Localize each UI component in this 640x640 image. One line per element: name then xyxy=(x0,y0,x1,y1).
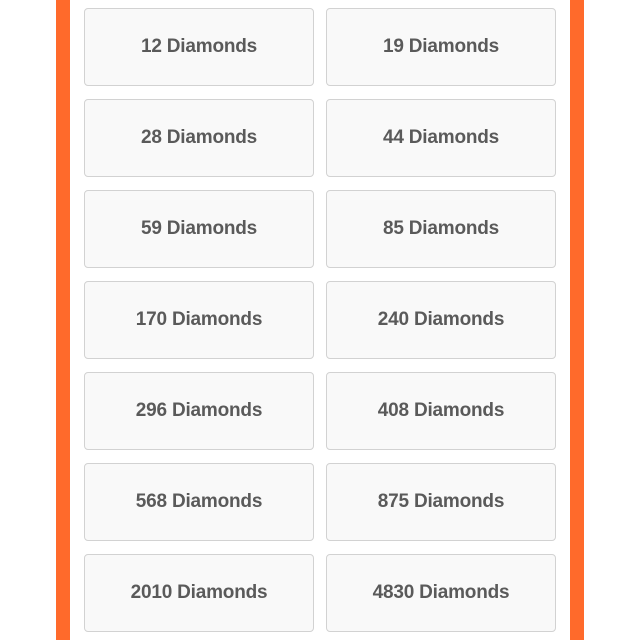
diamond-option-label: 2010 Diamonds xyxy=(130,582,268,603)
diamond-option-label: 59 Diamonds xyxy=(140,218,258,239)
diamond-option-12[interactable] xyxy=(84,8,314,86)
diamond-options-grid xyxy=(84,8,556,632)
diamond-option-28[interactable] xyxy=(84,99,314,177)
diamond-option-568[interactable] xyxy=(84,463,314,541)
diamond-option-296[interactable] xyxy=(84,372,314,450)
diamond-option-label: 28 Diamonds xyxy=(140,127,258,148)
diamond-option-170[interactable] xyxy=(84,281,314,359)
diamond-option-label: 4830 Diamonds xyxy=(372,582,510,603)
diamond-option-label: 296 Diamonds xyxy=(135,400,263,421)
diamond-option-875[interactable] xyxy=(326,463,556,541)
diamond-option-label: 408 Diamonds xyxy=(377,400,505,421)
diamond-option-label: 85 Diamonds xyxy=(382,218,500,239)
diamond-option-59[interactable] xyxy=(84,190,314,268)
diamond-option-label: 240 Diamonds xyxy=(377,309,505,330)
diamond-option-label: 170 Diamonds xyxy=(135,309,263,330)
diamond-option-label: 875 Diamonds xyxy=(377,491,505,512)
diamond-option-19[interactable] xyxy=(326,8,556,86)
diamond-option-label: 568 Diamonds xyxy=(135,491,263,512)
diamond-option-label: 12 Diamonds xyxy=(140,36,258,57)
diamond-option-240[interactable] xyxy=(326,281,556,359)
diamond-option-4830[interactable] xyxy=(326,554,556,632)
diamond-option-label: 44 Diamonds xyxy=(382,127,500,148)
diamond-option-label: 19 Diamonds xyxy=(382,36,500,57)
diamond-option-44[interactable] xyxy=(326,99,556,177)
diamond-option-2010[interactable] xyxy=(84,554,314,632)
diamond-option-85[interactable] xyxy=(326,190,556,268)
diamond-option-408[interactable] xyxy=(326,372,556,450)
